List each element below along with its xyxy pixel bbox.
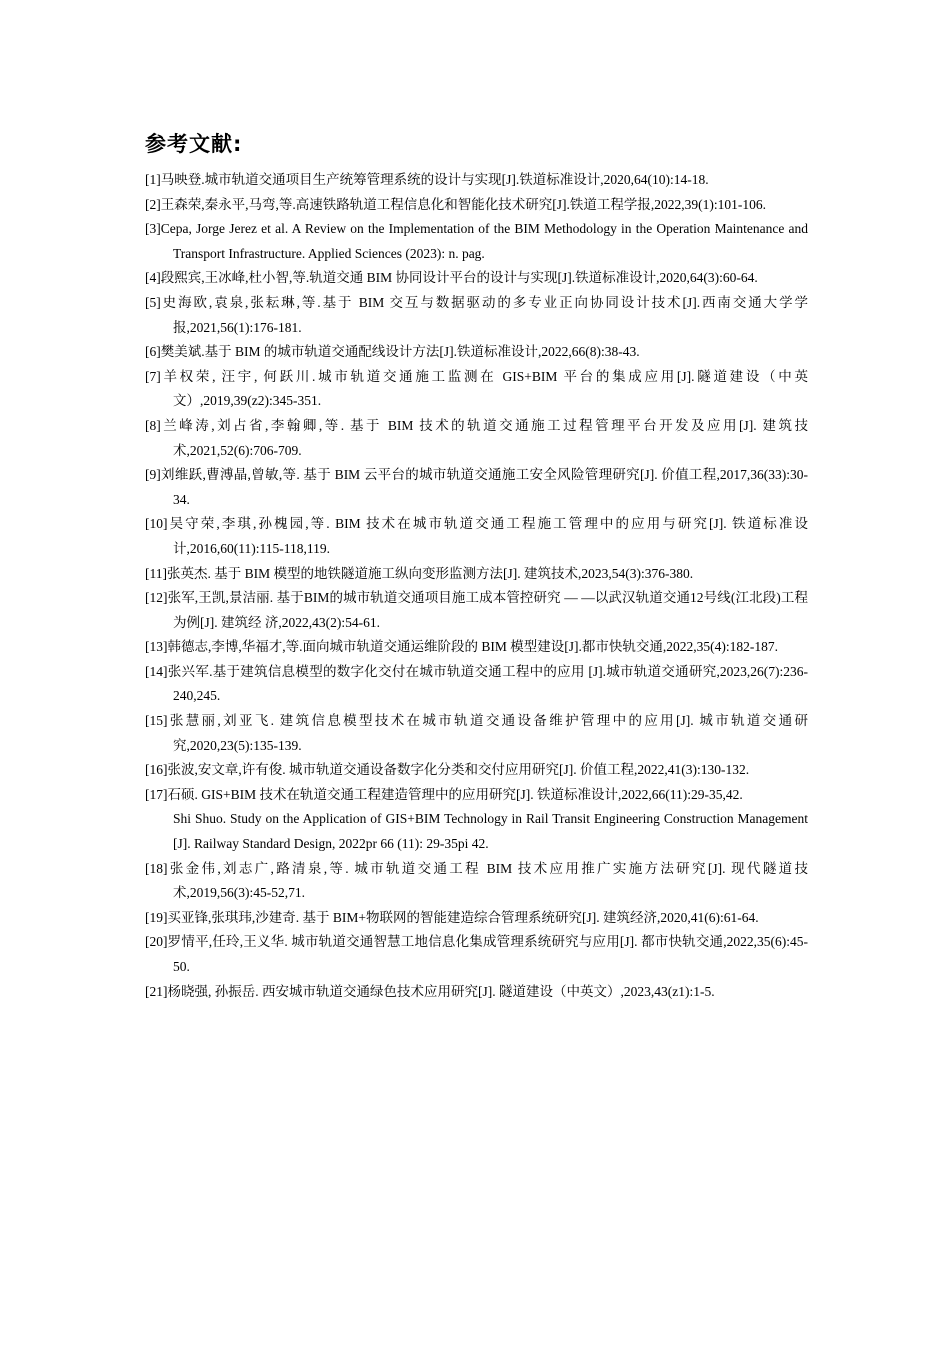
reference-9: [9]刘维跃,曹溥晶,曾敏,等. 基于 BIM 云平台的城市轨道交通施工安全风险管理研究[J]. 价值工程,2017,36(33):30-34. [145,467,808,507]
reference-13: [13]韩德志,李博,华福才,等.面向城市轨道交通运维阶段的 BIM 模型建设[J].都市快轨交通,2022,35(4):182-187. [145,639,778,655]
reference-10: [10]吴守荣,李琪,孙槐园,等. BIM 技术在城市轨道交通工程施工管理中的应用与研究[J]. 铁道标准设计,2016,60(11):115-118,119. [145,516,808,556]
reference-15: [15]张慧丽,刘亚飞. 建筑信息模型技术在城市轨道交通设备维护管理中的应用[J]. 城市轨道交通研究,2020,23(5):135-139. [145,713,808,753]
reference-17: [17]石硕. GIS+BIM 技术在轨道交通工程建造管理中的应用研究[J]. 铁道标准设计,2022,66(11):29-35,42. [145,786,743,802]
reference-6: [6]樊美斌.基于 BIM 的城市轨道交通配线设计方法[J].铁道标准设计,2022,66(8):38-43. [145,344,640,360]
reference-list [145,168,808,1004]
reference-2: [2]王森荣,秦永平,马弯,等.高速铁路轨道工程信息化和智能化技术研究[J].铁道工程学报,2022,39(1):101-106. [145,196,766,212]
reference-16: [16]张波,安文章,许有俊. 城市轨道交通设备数字化分类和交付应用研究[J]. 价值工程,2022,41(3):130-132. [145,762,750,778]
reference-8: [8]兰峰涛,刘占省,李翰卿,等. 基于 BIM 技术的轨道交通施工过程管理平台开发及应用[J]. 建筑技术,2021,52(6):706-709. [145,417,808,458]
reference-20: [20]罗情平,任玲,王义华. 城市轨道交通智慧工地信息化集成管理系统研究与应用[J]. 都市快轨交通,2022,35(6):45-50. [145,934,808,974]
reference-21: [21]杨晓强, 孙振岳. 西安城市轨道交通绿色技术应用研究[J]. 隧道建设（中英文）,2023,43(z1):1-5. [145,983,715,999]
reference-19: [19]买亚锋,张琪玮,沙建奇. 基于 BIM+物联网的智能建造综合管理系统研究[J]. 建筑经济,2020,41(6):61-64. [145,909,759,925]
reference-17-english: Shi Shuo. Study on the Application of GIS+BIM Technology in Rail Transit Engineering Construction Management [J]. Railway Standard Design, 2022pr 66 (11): 29-35pi 42. [173,811,808,852]
reference-4: [4]段熙宾,王冰峰,杜小智,等.轨道交通 BIM 协同设计平台的设计与实现[J].铁道标准设计,2020,64(3):60-64. [145,270,758,286]
reference-7: [7]羊权荣, 汪宇, 何跃川.城市轨道交通施工监测在 GIS+BIM 平台的集成应用[J].隧道建设（中英文）,2019,39(z2):345-351. [145,368,808,409]
reference-11: [11]张英杰. 基于 BIM 模型的地铁隧道施工纵向变形监测方法[J]. 建筑技术,2023,54(3):376-380. [145,565,694,581]
references-heading: 参考文献: [145,132,243,156]
reference-12: [12]张军,王凯,景洁丽. 基于BIM的城市轨道交通项目施工成本管控研究 — —以武汉轨道交通12号线(江北段)工程为例[J]. 建筑经 济,2022,43(2):54-61. [145,590,808,630]
reference-5: [5]史海欧,袁泉,张耘琳,等.基于 BIM 交互与数据驱动的多专业正向协同设计技术[J].西南交通大学学报,2021,56(1):176-181. [145,294,808,335]
reference-14: [14]张兴军.基于建筑信息模型的数字化交付在城市轨道交通工程中的应用 [J].城市轨道交通研究,2023,26(7):236-240,245. [145,663,808,704]
reference-3: [3]Cepa, Jorge Jerez et al. A Review on the Implementation of the BIM Methodology in the Operation Maintenance and Transport Infrastructure. Applied Sciences (2023): n. pag. [145,221,808,261]
reference-1: [1]马映登.城市轨道交通项目生产统筹管理系统的设计与实现[J].铁道标准设计,2020,64(10):14-18. [145,172,709,187]
reference-18: [18]张金伟,刘志广,路清泉,等. 城市轨道交通工程 BIM 技术应用推广实施方法研究[J]. 现代隧道技术,2019,56(3):45-52,71. [145,860,808,901]
